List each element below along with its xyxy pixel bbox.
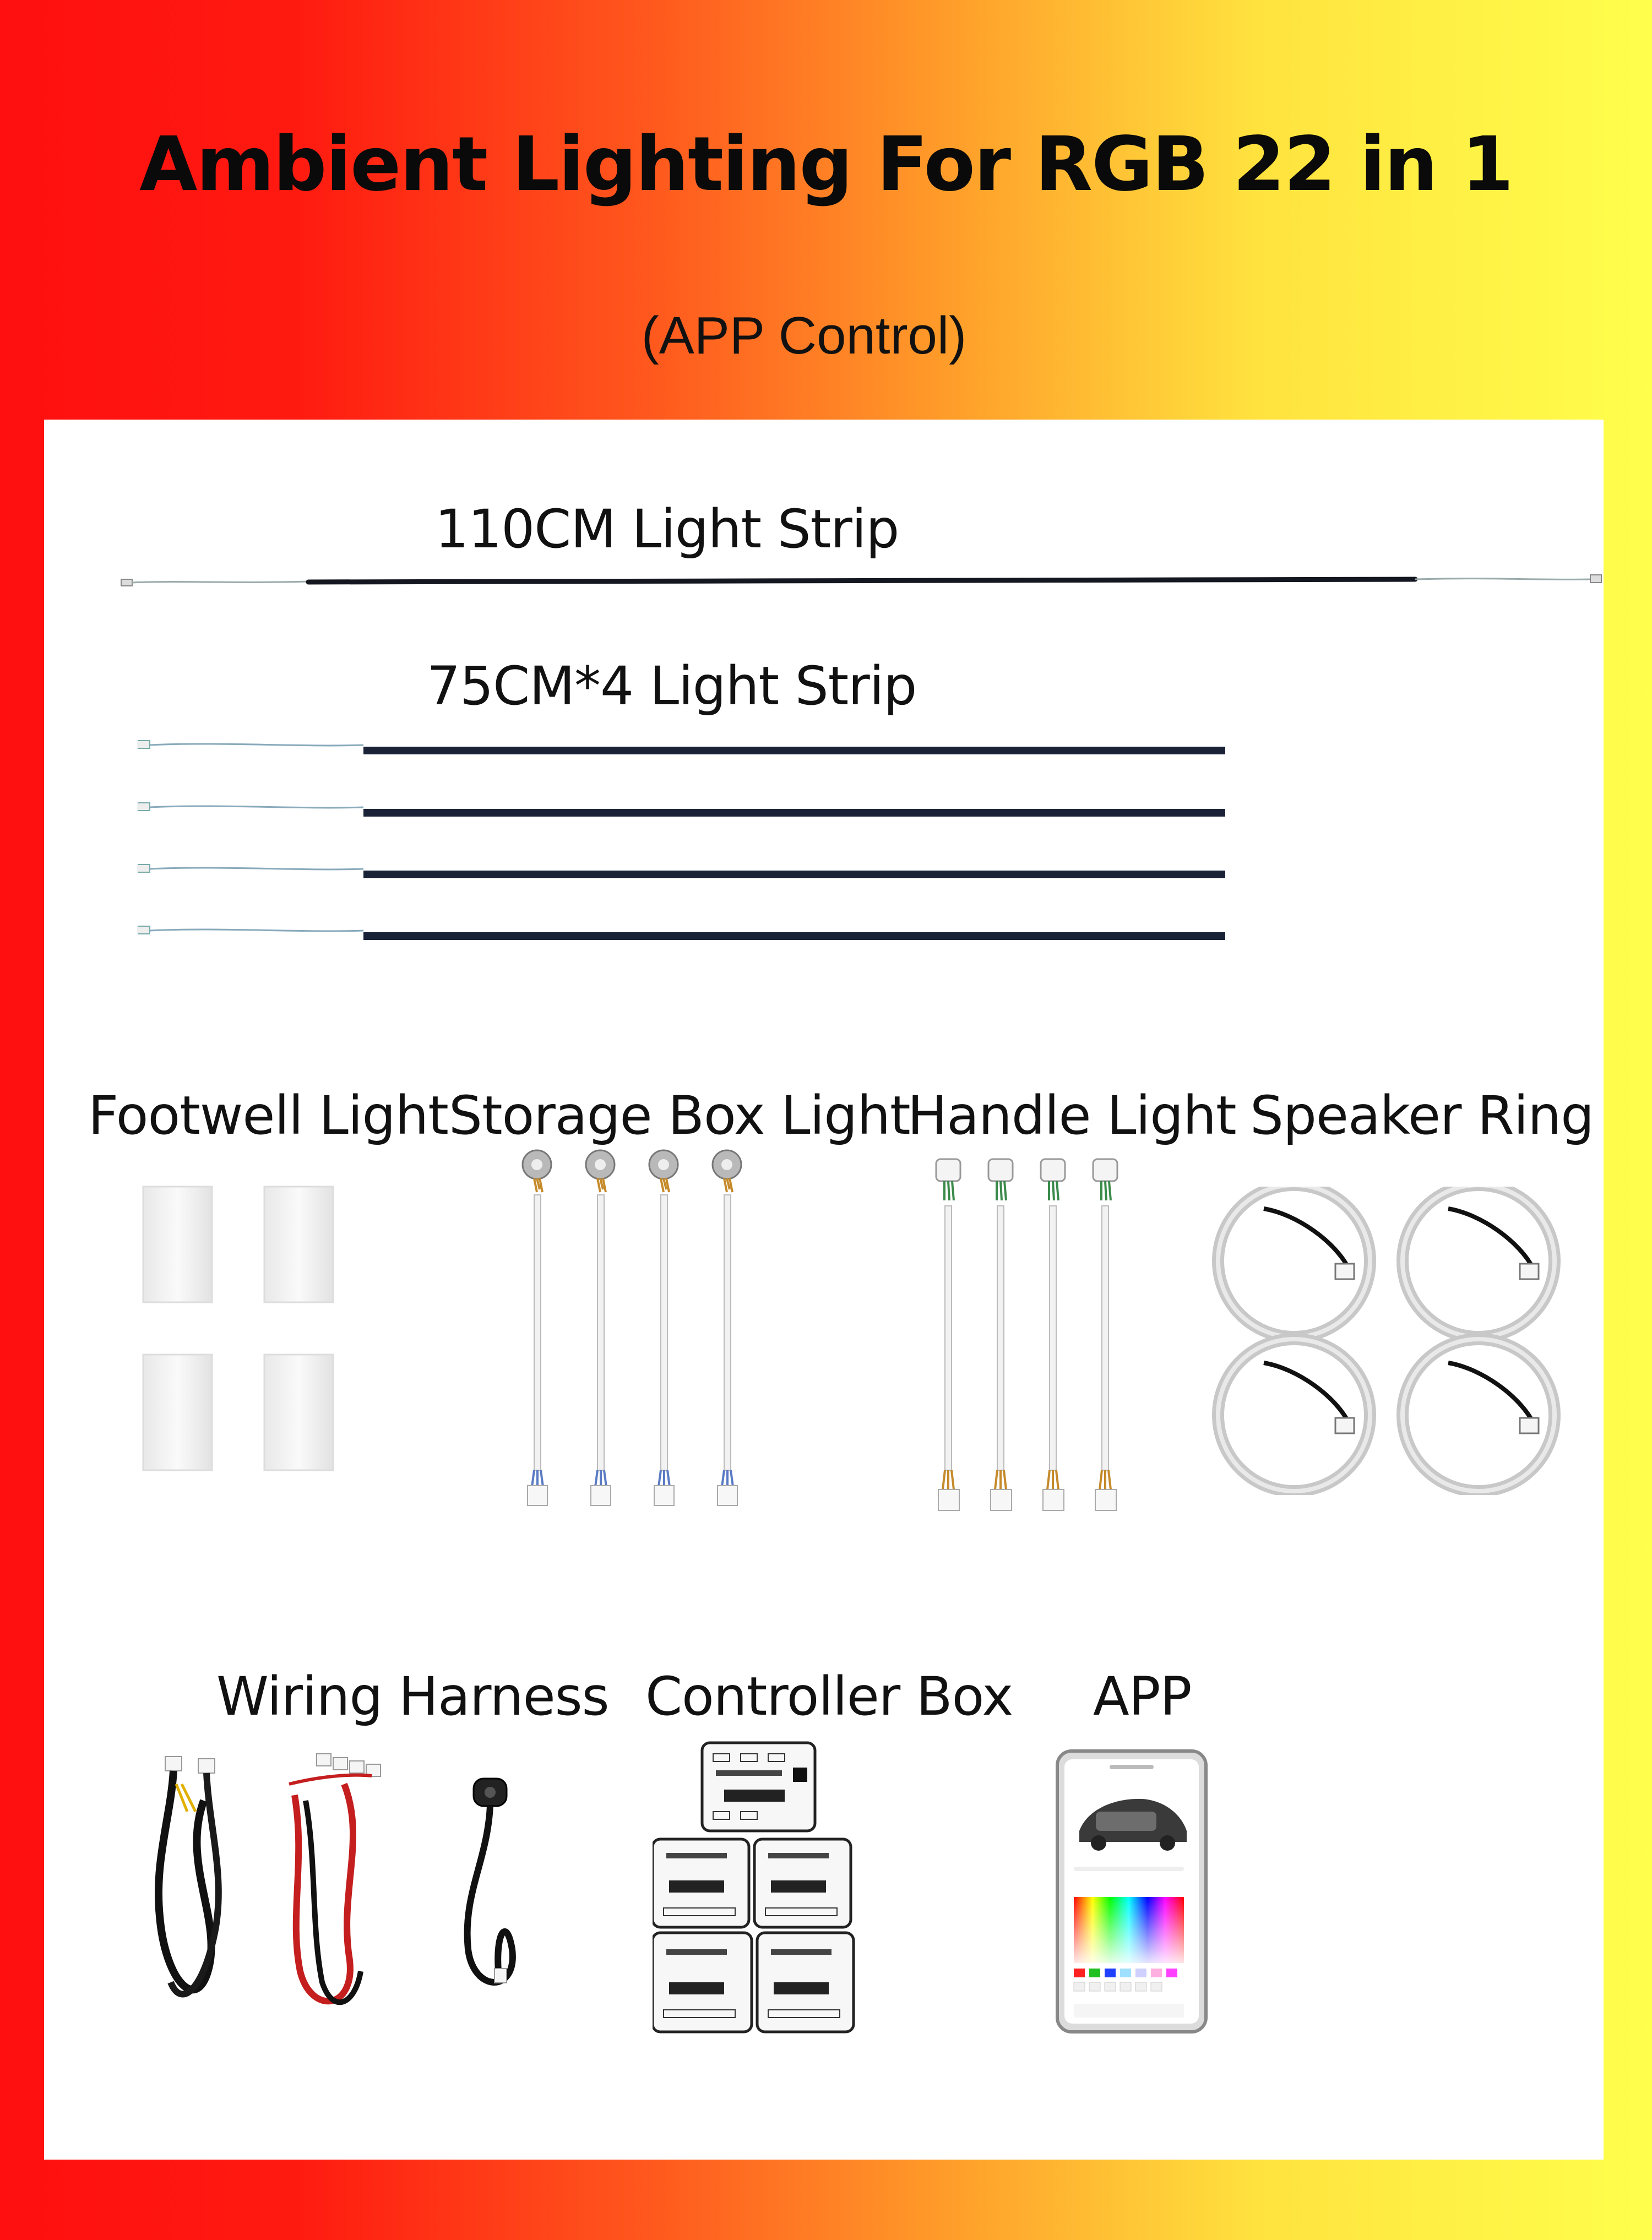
strip-75cm-image-4 bbox=[138, 921, 1239, 943]
footwell-light-image bbox=[140, 1184, 339, 1476]
speaker-ring-image bbox=[1209, 1187, 1572, 1495]
handle-light-image bbox=[925, 1156, 1134, 1525]
strip-75cm-image-1 bbox=[138, 735, 1239, 757]
app-phone-image bbox=[1055, 1748, 1209, 2035]
strip-75cm-image-3 bbox=[138, 859, 1239, 881]
label-controller-box: Controller Box bbox=[645, 1666, 1013, 1727]
controller-box-image bbox=[653, 1740, 873, 2037]
wiring-harness-image bbox=[149, 1751, 556, 2026]
label-storage-box-light: Storage Box Light bbox=[449, 1085, 910, 1146]
label-app: APP bbox=[1093, 1666, 1192, 1727]
label-wiring-harness: Wiring Harness bbox=[216, 1666, 609, 1727]
storage-box-light-image bbox=[507, 1145, 749, 1509]
label-75cm-strip: 75CM*4 Light Strip bbox=[427, 655, 917, 717]
label-speaker-ring: Speaker Ring bbox=[1250, 1085, 1594, 1146]
strip-110cm-image bbox=[116, 567, 1608, 600]
label-footwell-light: Footwell Light bbox=[88, 1085, 448, 1146]
label-110cm-strip: 110CM Light Strip bbox=[435, 498, 899, 560]
page-subtitle: (APP Control) bbox=[641, 306, 967, 365]
strip-75cm-image-2 bbox=[138, 797, 1239, 819]
label-handle-light: Handle Light bbox=[907, 1085, 1236, 1146]
page-title: Ambient Lighting For RGB 22 in 1 bbox=[139, 121, 1513, 208]
